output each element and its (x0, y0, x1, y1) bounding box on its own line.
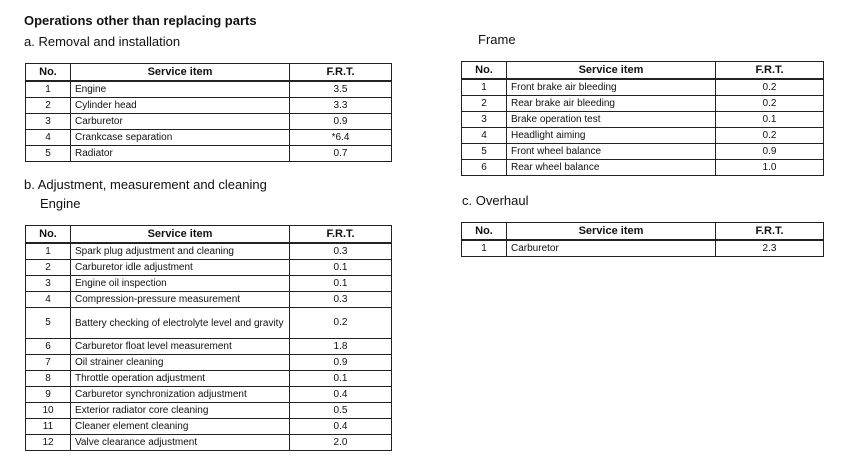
row-service-item: Carburetor (71, 114, 290, 130)
row-frt: 0.9 (716, 144, 824, 160)
table-row (26, 276, 392, 292)
table-row (26, 419, 392, 435)
table-header-row (26, 226, 392, 244)
table-row (26, 81, 392, 98)
row-frt: 0.5 (290, 403, 392, 419)
table-row (26, 339, 392, 355)
section-b-title: b. Adjustment, measurement and cleaning (24, 177, 267, 192)
row-no: 3 (26, 114, 71, 130)
row-service-item: Front brake air bleeding (507, 79, 716, 96)
section-b-subtitle: Engine (40, 196, 81, 211)
row-frt: 0.3 (290, 243, 392, 260)
row-service-item: Rear brake air bleeding (507, 96, 716, 112)
row-service-item: Oil strainer cleaning (71, 355, 290, 371)
row-no: 8 (26, 371, 71, 387)
row-frt: 0.1 (290, 371, 392, 387)
row-frt: 0.1 (290, 260, 392, 276)
column-header-service-item: Service item (507, 62, 716, 80)
row-no: 2 (26, 260, 71, 276)
column-header-no: No. (26, 226, 71, 244)
adjustment-measurement-table (25, 225, 392, 451)
row-no: 4 (462, 128, 507, 144)
row-service-item: Valve clearance adjustment (71, 435, 290, 451)
row-no: 7 (26, 355, 71, 371)
table-row (26, 355, 392, 371)
column-header-no: No. (462, 62, 507, 80)
row-frt: 0.4 (290, 387, 392, 403)
row-no: 2 (462, 96, 507, 112)
frame-title: Frame (478, 32, 516, 47)
table-row (26, 260, 392, 276)
table-header-row (462, 223, 824, 241)
table-row (26, 243, 392, 260)
row-no: 3 (26, 276, 71, 292)
table-row (26, 292, 392, 308)
row-frt: 0.1 (290, 276, 392, 292)
table-row (26, 371, 392, 387)
column-header-frt: F.R.T. (290, 64, 392, 82)
page-heading: Operations other than replacing parts (24, 13, 257, 28)
row-service-item: Carburetor idle adjustment (71, 260, 290, 276)
row-no: 11 (26, 419, 71, 435)
row-frt: 2.0 (290, 435, 392, 451)
section-a-title: a. Removal and installation (24, 34, 181, 49)
row-frt: 1.8 (290, 339, 392, 355)
row-frt: 0.2 (716, 96, 824, 112)
row-frt: 3.5 (290, 81, 392, 98)
table-row (462, 144, 824, 160)
column-header-no: No. (462, 223, 507, 241)
row-service-item: Engine (71, 81, 290, 98)
row-no: 12 (26, 435, 71, 451)
table-row (462, 160, 824, 176)
table-header-row (26, 64, 392, 82)
row-no: 5 (26, 146, 71, 162)
row-service-item: Radiator (71, 146, 290, 162)
overhaul-table (461, 222, 824, 257)
column-header-service-item: Service item (71, 226, 290, 244)
row-service-item: Carburetor (507, 240, 716, 257)
row-no: 1 (26, 243, 71, 260)
row-service-item: Battery checking of electrolyte level and gravity (71, 308, 290, 339)
row-no: 1 (462, 79, 507, 96)
row-service-item: Crankcase separation (71, 130, 290, 146)
row-service-item: Exterior radiator core cleaning (71, 403, 290, 419)
table-row (26, 387, 392, 403)
row-service-item: Carburetor float level measurement (71, 339, 290, 355)
row-no: 6 (462, 160, 507, 176)
row-service-item: Cleaner element cleaning (71, 419, 290, 435)
table-row (462, 112, 824, 128)
row-service-item: Headlight aiming (507, 128, 716, 144)
row-frt: 0.2 (716, 79, 824, 96)
row-service-item: Spark plug adjustment and cleaning (71, 243, 290, 260)
row-frt: 0.9 (290, 355, 392, 371)
table-row (26, 130, 392, 146)
row-frt: 0.7 (290, 146, 392, 162)
row-no: 5 (462, 144, 507, 160)
row-service-item: Front wheel balance (507, 144, 716, 160)
row-frt: 3.3 (290, 98, 392, 114)
row-no: 2 (26, 98, 71, 114)
row-no: 6 (26, 339, 71, 355)
row-frt: 0.1 (716, 112, 824, 128)
row-service-item: Rear wheel balance (507, 160, 716, 176)
row-frt: 0.2 (290, 308, 392, 339)
row-frt: 0.4 (290, 419, 392, 435)
row-service-item: Throttle operation adjustment (71, 371, 290, 387)
table-row (26, 146, 392, 162)
table-row (26, 403, 392, 419)
row-service-item: Compression-pressure measurement (71, 292, 290, 308)
column-header-service-item: Service item (71, 64, 290, 82)
column-header-frt: F.R.T. (716, 62, 824, 80)
row-frt: *6.4 (290, 130, 392, 146)
row-service-item: Carburetor synchronization adjustment (71, 387, 290, 403)
row-no: 3 (462, 112, 507, 128)
row-no: 1 (462, 240, 507, 257)
table-row (26, 114, 392, 130)
row-service-item: Engine oil inspection (71, 276, 290, 292)
table-header-row (462, 62, 824, 80)
column-header-frt: F.R.T. (290, 226, 392, 244)
frame-table (461, 61, 824, 176)
table-row (26, 98, 392, 114)
column-header-no: No. (26, 64, 71, 82)
table-row (26, 435, 392, 451)
row-no: 5 (26, 308, 71, 339)
column-header-frt: F.R.T. (716, 223, 824, 241)
row-no: 4 (26, 292, 71, 308)
column-header-service-item: Service item (507, 223, 716, 241)
row-service-item: Brake operation test (507, 112, 716, 128)
row-frt: 0.3 (290, 292, 392, 308)
row-no: 9 (26, 387, 71, 403)
table-row (462, 96, 824, 112)
row-frt: 1.0 (716, 160, 824, 176)
row-frt: 2.3 (716, 240, 824, 257)
table-row (462, 128, 824, 144)
table-row (26, 308, 392, 339)
row-frt: 0.2 (716, 128, 824, 144)
row-no: 1 (26, 81, 71, 98)
row-no: 4 (26, 130, 71, 146)
row-service-item: Cylinder head (71, 98, 290, 114)
row-frt: 0.9 (290, 114, 392, 130)
section-c-title: c. Overhaul (462, 193, 529, 208)
removal-installation-table (25, 63, 392, 162)
table-row (462, 240, 824, 257)
table-row (462, 79, 824, 96)
row-no: 10 (26, 403, 71, 419)
